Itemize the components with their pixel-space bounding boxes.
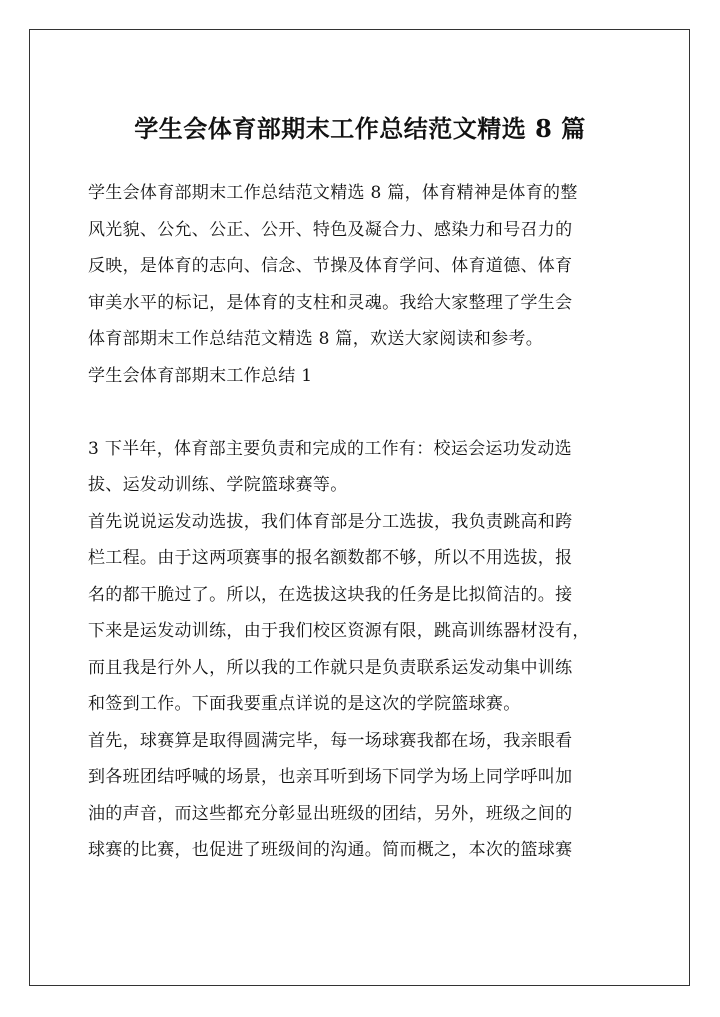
body-line-15: 和签到工作。下面我要重点详说的是这次的学院篮球赛。 [88, 694, 521, 714]
body-line-11: 栏工程。由于这两项赛事的报名额数都不够，所以不用选拔，报 [88, 548, 573, 568]
body-line-14: 而且我是行外人，所以我的工作就只是负责联系运发动集中训练 [88, 657, 573, 678]
document-title: 学生会体育部期末工作总结范文精选 8 篇 [134, 114, 586, 143]
body-line-9: 拔、运发动训练、学院篮球赛等。 [88, 475, 348, 495]
body-line-2: 风光貌、公允、公正、公开、特色及凝合力、感染力和号召力的 [88, 219, 573, 240]
document-body [88, 175, 636, 869]
body-line-13: 下来是运发动训练，由于我们校区资源有限，跳高训练器材没有， [88, 621, 590, 641]
body-line-16: 首先，球赛算是取得圆满完毕，每一场球赛我都在场，我亲眼看 [88, 730, 573, 751]
body-line-1: 学生会体育部期末工作总结范文精选 8 篇，体育精神是体育的整 [88, 183, 578, 203]
body-line-10: 首先说说运发动选拔，我们体育部是分工选拔，我负责跳高和跨 [88, 511, 573, 532]
blank-line [88, 394, 636, 431]
body-line-5: 体育部期末工作总结范文精选 8 篇，欢送大家阅读和参考。 [88, 329, 544, 349]
body-line-18: 油的声音，而这些都充分彰显出班级的团结，另外，班级之间的 [88, 803, 573, 824]
section-heading-1: 学生会体育部期末工作总结 1 [88, 365, 313, 386]
body-line-3: 反映，是体育的志向、信念、节操及体育学问、体育道德、体育 [88, 256, 573, 276]
body-line-12: 名的都干脆过了。所以，在选拔这块我的任务是比拟简洁的。接 [88, 584, 573, 605]
body-line-19: 球赛的比赛，也促进了班级间的沟通。简而概之，本次的篮球赛 [88, 840, 573, 860]
body-line-17: 到各班团结呼喊的场景，也亲耳听到场下同学为场上同学呼叫加 [88, 767, 573, 787]
body-line-8: 3 下半年，体育部主要负责和完成的工作有：校运会运功发动选 [88, 438, 572, 459]
body-line-4: 审美水平的标记，是体育的支柱和灵魂。我给大家整理了学生会 [88, 292, 573, 313]
